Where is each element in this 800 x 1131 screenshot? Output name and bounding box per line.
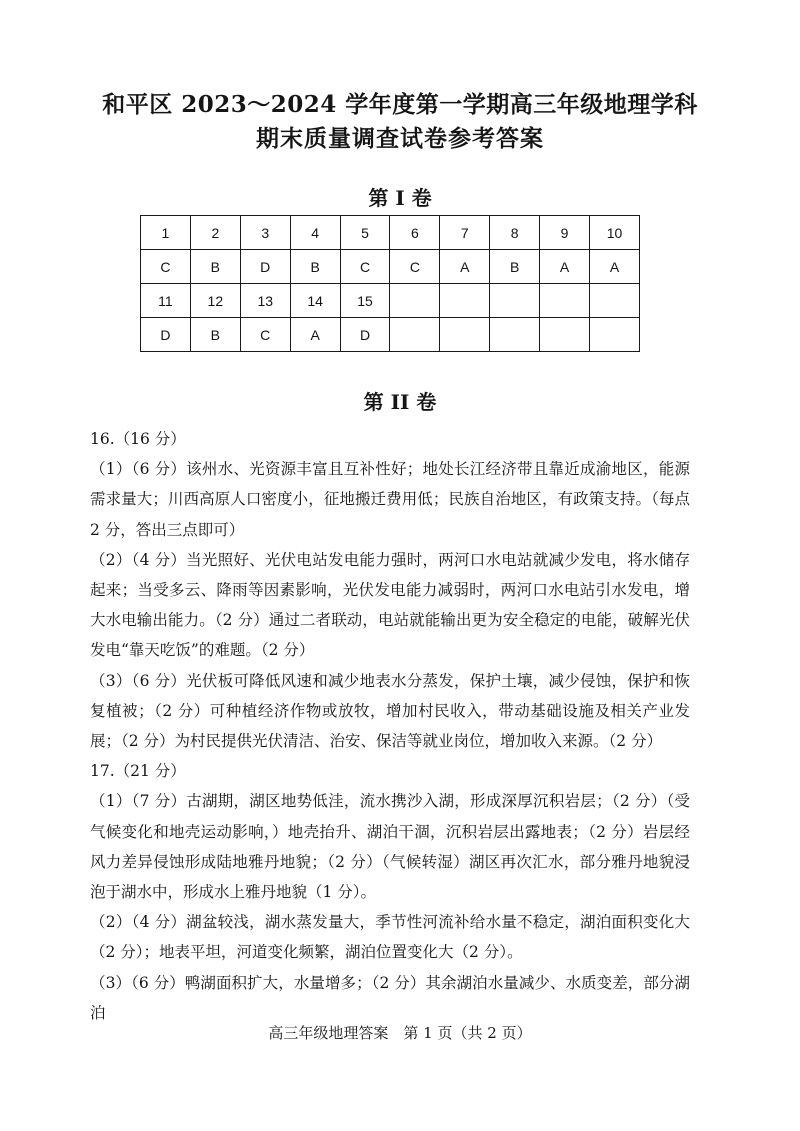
empty-cell [590, 284, 640, 318]
table-row [141, 284, 640, 318]
question-number-cell: 2 [190, 216, 240, 250]
question-number-cell: 1 [141, 216, 191, 250]
question-number-cell: 12 [190, 284, 240, 318]
question-number-cell: 4 [290, 216, 340, 250]
question-number-cell: 15 [340, 284, 390, 318]
table-row [141, 250, 640, 284]
question-number-cell: 10 [590, 216, 640, 250]
table-row [141, 216, 640, 250]
document-title-line-2: 期末质量调查试卷参考答案 [256, 125, 544, 152]
answer-body [90, 424, 690, 1028]
answer-cell: C [390, 250, 440, 284]
empty-cell [540, 284, 590, 318]
answer-17-3: （3）（6 分）鸭湖面积扩大，水量增多；（2 分）其余湖泊水量减少、水质变差，部分湖泊 [90, 973, 690, 1022]
document-title-line-1: 和平区 2023～2024 学年度第一学期高三年级地理学科 [102, 91, 698, 118]
answer-cell: B [290, 250, 340, 284]
answer-cell: B [190, 318, 240, 352]
empty-cell [390, 284, 440, 318]
answer-cell: C [240, 318, 290, 352]
question-number-cell: 7 [440, 216, 490, 250]
question-number-cell: 6 [390, 216, 440, 250]
answer-cell: C [141, 250, 191, 284]
question-number-cell: 13 [240, 284, 290, 318]
answer-cell: A [540, 250, 590, 284]
part-2-heading: 第 II 卷 [363, 390, 437, 414]
empty-cell [490, 284, 540, 318]
page-footer: 高三年级地理答案 第 1 页（共 2 页） [268, 1024, 532, 1042]
empty-cell [540, 318, 590, 352]
empty-cell [440, 284, 490, 318]
answer-16-2: （2）（4 分）当光照好、光伏电站发电能力强时，两河口水电站就减少发电，将水储存起来；当受多云、降雨等因素影响，光伏发电能力减弱时，两河口水电站引水发电，增大水电输出能力。（2 分）通过二者联动，电站就能输出更为安全稳定的电能，破解光伏发电“靠天吃饭”的难题。（2 分） [90, 550, 690, 660]
question-number-cell: 9 [540, 216, 590, 250]
empty-cell [590, 318, 640, 352]
answer-table [140, 215, 640, 352]
answer-cell: D [240, 250, 290, 284]
answer-17-2: （2）（4 分）湖盆较浅，湖水蒸发量大，季节性河流补给水量不稳定，湖泊面积变化大（2 分）；地表平坦，河道变化频繁，湖泊位置变化大（2 分）。 [90, 913, 690, 962]
answer-16-1: （1）（6 分）该州水、光资源丰富且互补性好；地处长江经济带且靠近成渝地区，能源需求量大；川西高原人口密度小，征地搬迁费用低；民族自治地区，有政策支持。（每点 2 分，答出三点即可） [90, 460, 690, 539]
question-17-heading: 17.（21 分） [90, 762, 186, 781]
answer-cell: B [190, 250, 240, 284]
table-row [141, 318, 640, 352]
question-number-cell: 5 [340, 216, 390, 250]
answer-cell: A [440, 250, 490, 284]
answer-cell: C [340, 250, 390, 284]
answer-cell: A [590, 250, 640, 284]
answer-cell: A [290, 318, 340, 352]
question-16-heading: 16.（16 分） [90, 430, 186, 448]
question-number-cell: 3 [240, 216, 290, 250]
answer-cell: B [490, 250, 540, 284]
empty-cell [440, 318, 490, 352]
question-number-cell: 14 [290, 284, 340, 318]
question-number-cell: 11 [141, 284, 191, 318]
answer-cell: D [141, 318, 191, 352]
question-number-cell: 8 [490, 216, 540, 250]
answer-17-1: （1）（7 分）古湖期，湖区地势低洼，流水携沙入湖，形成深厚沉积岩层；（2 分）（受气候变化和地壳运动影响，）地壳抬升、湖泊干涸，沉积岩层出露地表；（2 分）岩层经风力差异侵蚀形成陆地雅丹地貌；（2 分）（气候转湿）湖区再次汇水，部分雅丹地貌浸泡于湖水中，形成水上雅丹地貌（1 分）。 [90, 792, 690, 902]
answer-16-3: （3）（6 分）光伏板可降低风速和减少地表水分蒸发，保护土壤，减少侵蚀，保护和恢复植被；（2 分）可种植经济作物或放牧，增加村民收入，带动基础设施及相关产业发展；（2 分）为村民提供光伏清洁、治安、保洁等就业岗位，增加收入来源。（2 分） [90, 671, 690, 751]
empty-cell [390, 318, 440, 352]
part-1-heading: 第 I 卷 [368, 186, 432, 210]
empty-cell [490, 318, 540, 352]
answer-cell: D [340, 318, 390, 352]
